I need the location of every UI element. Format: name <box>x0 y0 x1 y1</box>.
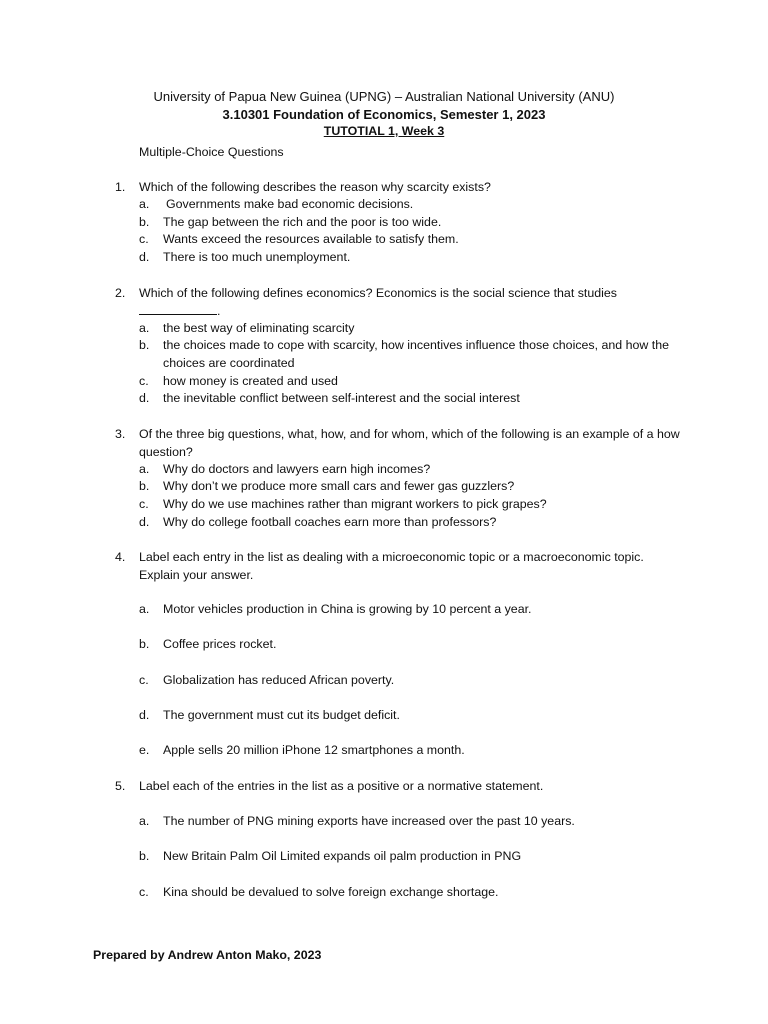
question-number: 2. <box>115 286 126 300</box>
option-text: Apple sells 20 million iPhone 12 smartphones a month. <box>163 743 465 757</box>
option-text: Motor vehicles production in China is growing by 10 percent a year. <box>163 602 532 616</box>
option-text: New Britain Palm Oil Limited expands oil palm production in PNG <box>163 849 522 863</box>
option-text: Why do college football coaches earn more than professors? <box>163 515 497 529</box>
section-label: Multiple-Choice Questions <box>139 145 284 159</box>
option-letter: c. <box>139 232 149 246</box>
option-text: Why do we use machines rather than migrant workers to pick grapes? <box>163 497 547 511</box>
question-number: 5. <box>115 779 126 793</box>
question-text: Label each of the entries in the list as a positive or a normative statement. <box>139 779 544 793</box>
option-text: Kina should be devalued to solve foreign exchange shortage. <box>163 885 499 899</box>
option-text: how money is created and used <box>163 374 338 388</box>
question-number: 3. <box>115 427 126 441</box>
option-letter: d. <box>139 391 150 405</box>
question-text: Which of the following describes the reason why scarcity exists? <box>139 180 491 194</box>
option-letter: a. <box>139 197 150 211</box>
option-text: the choices made to cope with scarcity, how incentives influence those choices, and how the choices are coordinated <box>163 338 670 370</box>
option-letter: b. <box>139 479 150 493</box>
option-letter: e. <box>139 743 150 757</box>
option-text: Coffee prices rocket. <box>163 637 277 651</box>
option-text: There is too much unemployment. <box>163 250 351 264</box>
option-letter: a. <box>139 602 150 616</box>
option-letter: b. <box>139 637 150 651</box>
option-text: Why don’t we produce more small cars and fewer gas guzzlers? <box>163 479 515 493</box>
question-number: 1. <box>115 180 126 194</box>
university-title: University of Papua New Guinea (UPNG) – Australian National University (ANU) <box>153 89 615 104</box>
question-text: Of the three big questions, what, how, and for whom, which of the following is an example of a how question? <box>139 427 680 459</box>
option-text: The number of PNG mining exports have increased over the past 10 years. <box>163 814 575 828</box>
option-text: The gap between the rich and the poor is too wide. <box>163 215 442 229</box>
tutorial-title: TUTOTIAL 1, Week 3 <box>323 124 445 138</box>
option-letter: d. <box>139 250 150 264</box>
course-title: 3.10301 Foundation of Economics, Semester 1, 2023 <box>222 106 546 122</box>
question-text: Label each entry in the list as dealing with a microeconomic topic or a macroeconomic topic. Explain your answer. <box>139 550 644 582</box>
option-text: The government must cut its budget deficit. <box>163 708 400 722</box>
option-text: Why do doctors and lawyers earn high incomes? <box>163 462 431 476</box>
question-text: Which of the following defines economics? Economics is the social science that studies <box>139 286 617 300</box>
answer-blank <box>139 302 217 315</box>
option-text: Governments make bad economic decisions. <box>166 197 414 211</box>
option-letter: c. <box>139 885 149 899</box>
option-letter: a. <box>139 462 150 476</box>
option-letter: b. <box>139 849 150 863</box>
option-letter: c. <box>139 673 149 687</box>
question-number: 4. <box>115 550 126 564</box>
option-letter: d. <box>139 708 150 722</box>
document-header <box>0 88 768 141</box>
option-text: Globalization has reduced African poverty. <box>163 673 395 687</box>
option-letter: b. <box>139 215 150 229</box>
question-text-suffix: . <box>217 304 221 318</box>
option-text: the best way of eliminating scarcity <box>163 321 355 335</box>
option-letter: d. <box>139 515 150 529</box>
option-letter: a. <box>139 814 150 828</box>
option-letter: a. <box>139 321 150 335</box>
option-text: the inevitable conflict between self-interest and the social interest <box>163 391 520 405</box>
option-letter: c. <box>139 374 149 388</box>
option-letter: b. <box>139 338 150 352</box>
document-footer: Prepared by Andrew Anton Mako, 2023 <box>93 948 322 962</box>
option-text: Wants exceed the resources available to satisfy them. <box>163 232 459 246</box>
option-letter: c. <box>139 497 149 511</box>
